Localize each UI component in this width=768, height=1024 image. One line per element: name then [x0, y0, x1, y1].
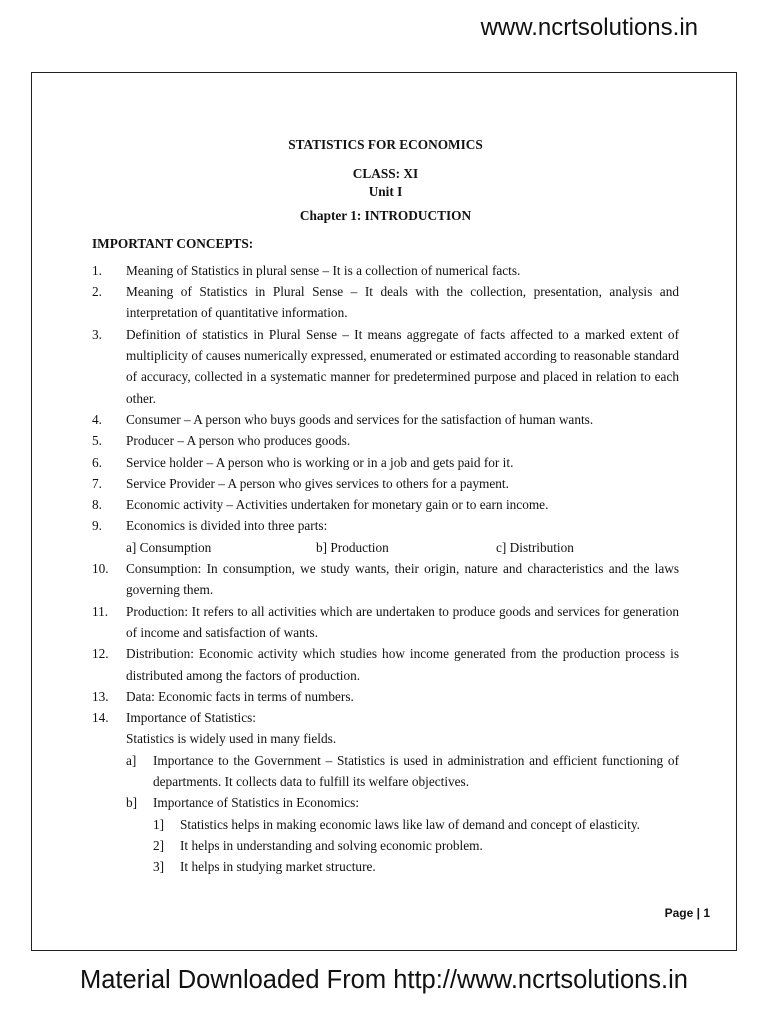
list-item: [92, 260, 679, 281]
item-text: Economic activity – Activities undertaken for monetary gain or to earn income.: [126, 497, 549, 513]
sub-sub-label: 3]: [153, 859, 165, 875]
section-heading: IMPORTANT CONCEPTS:: [92, 235, 254, 251]
unit-label: Unit I: [368, 184, 403, 200]
sub-item: [92, 792, 679, 813]
page-number: Page | 1: [664, 906, 710, 920]
item-number: 6.: [92, 454, 102, 470]
list-item: [92, 643, 679, 686]
sub-label: b]: [126, 795, 138, 811]
item-number: 2.: [92, 284, 102, 300]
item-text: Importance of Statistics:: [126, 710, 256, 726]
item-text: Consumption: In consumption, we study wants, their origin, nature and characteristics and the laws governing them.: [126, 561, 679, 598]
list-item: [92, 494, 679, 515]
item-text: Meaning of Statistics in plural sense – It is a collection of numerical facts.: [126, 262, 521, 278]
list-item: [92, 452, 679, 473]
sub-sub-item: [92, 835, 679, 856]
sub-sub-text: It helps in understanding and solving economic problem.: [180, 837, 483, 853]
item-number: 13.: [92, 688, 109, 704]
sub-text: Importance of Statistics in Economics:: [153, 795, 360, 811]
item-number: 10.: [92, 561, 109, 577]
chapter-title: Chapter 1: INTRODUCTION: [299, 208, 472, 224]
document-title: STATISTICS FOR ECONOMICS: [288, 137, 483, 152]
item-text: Producer – A person who produces goods.: [126, 433, 351, 449]
list-item: [92, 281, 679, 324]
item-number: 5.: [92, 433, 102, 449]
item-text: Definition of statistics in Plural Sense – It means aggregate of facts affected to a marked extent of multiplicity of causes numerically expressed, enumerated or estimated according to reasonable standard of accuracy, collected in a systematic manner for predetermined purpose and placed in relation to each other.: [126, 326, 679, 406]
list-item: [92, 409, 679, 430]
sub-sub-item: [92, 856, 679, 877]
part-production: b] Production: [316, 539, 389, 555]
item-number: 7.: [92, 475, 102, 491]
part-distribution: c] Distribution: [496, 539, 574, 555]
item-number: 14.: [92, 710, 109, 726]
item-number: 12.: [92, 646, 109, 662]
list-item: [92, 515, 679, 536]
sub-sub-text: It helps in studying market structure.: [180, 859, 376, 875]
item-text: Meaning of Statistics in Plural Sense – It deals with the collection, presentation, analysis and interpretation of quantitative information.: [126, 284, 679, 321]
item-number: 4.: [92, 411, 102, 427]
list-item: [92, 707, 679, 728]
item-number: 1.: [92, 262, 102, 278]
item-number: 11.: [92, 603, 109, 619]
sub-item: [92, 750, 679, 793]
item-number: 3.: [92, 326, 102, 342]
list-item: [92, 473, 679, 494]
item-text: Distribution: Economic activity which studies how income generated from the production process is distributed among the factors of production.: [126, 646, 679, 683]
list-item: [92, 686, 679, 707]
footer-download-notice[interactable]: Material Downloaded From http://www.ncrtsolutions.in: [79, 966, 688, 994]
class-label: CLASS: XI: [352, 166, 419, 182]
sub-sub-item: [92, 814, 679, 835]
header-url[interactable]: www.ncrtsolutions.in: [480, 14, 698, 41]
sub-sub-label: 2]: [153, 837, 165, 853]
sub-text: Importance to the Government – Statistics is used in administration and efficient functioning of departments. It collects data to fulfill its welfare objectives.: [153, 752, 679, 790]
item-text: Service Provider – A person who gives services to others for a payment.: [126, 475, 509, 491]
item14-intro: Statistics is widely used in many fields.: [126, 731, 337, 747]
document-body: [92, 128, 679, 878]
list-item: [92, 324, 679, 409]
item-text: Data: Economic facts in terms of numbers.: [126, 688, 354, 704]
part-consumption: a] Consumption: [126, 539, 212, 555]
item-text: Economics is divided into three parts:: [126, 518, 328, 534]
item-text: Production: It refers to all activities which are undertaken to produce goods and services for generation of income and satisfaction of wants.: [126, 603, 679, 640]
item-text: Consumer – A person who buys goods and services for the satisfaction of human wants.: [126, 411, 594, 427]
sub-label: a]: [126, 752, 137, 768]
list-item: [92, 558, 679, 601]
sub-sub-text: Statistics helps in making economic laws like law of demand and concept of elasticity.: [180, 816, 640, 832]
item-text: Service holder – A person who is working or in a job and gets paid for it.: [126, 454, 514, 470]
list-item: [92, 430, 679, 451]
item-number: 9.: [92, 518, 102, 534]
item-number: 8.: [92, 497, 102, 513]
list-item: [92, 601, 679, 644]
sub-sub-label: 1]: [153, 816, 165, 832]
economics-parts: [92, 537, 679, 558]
